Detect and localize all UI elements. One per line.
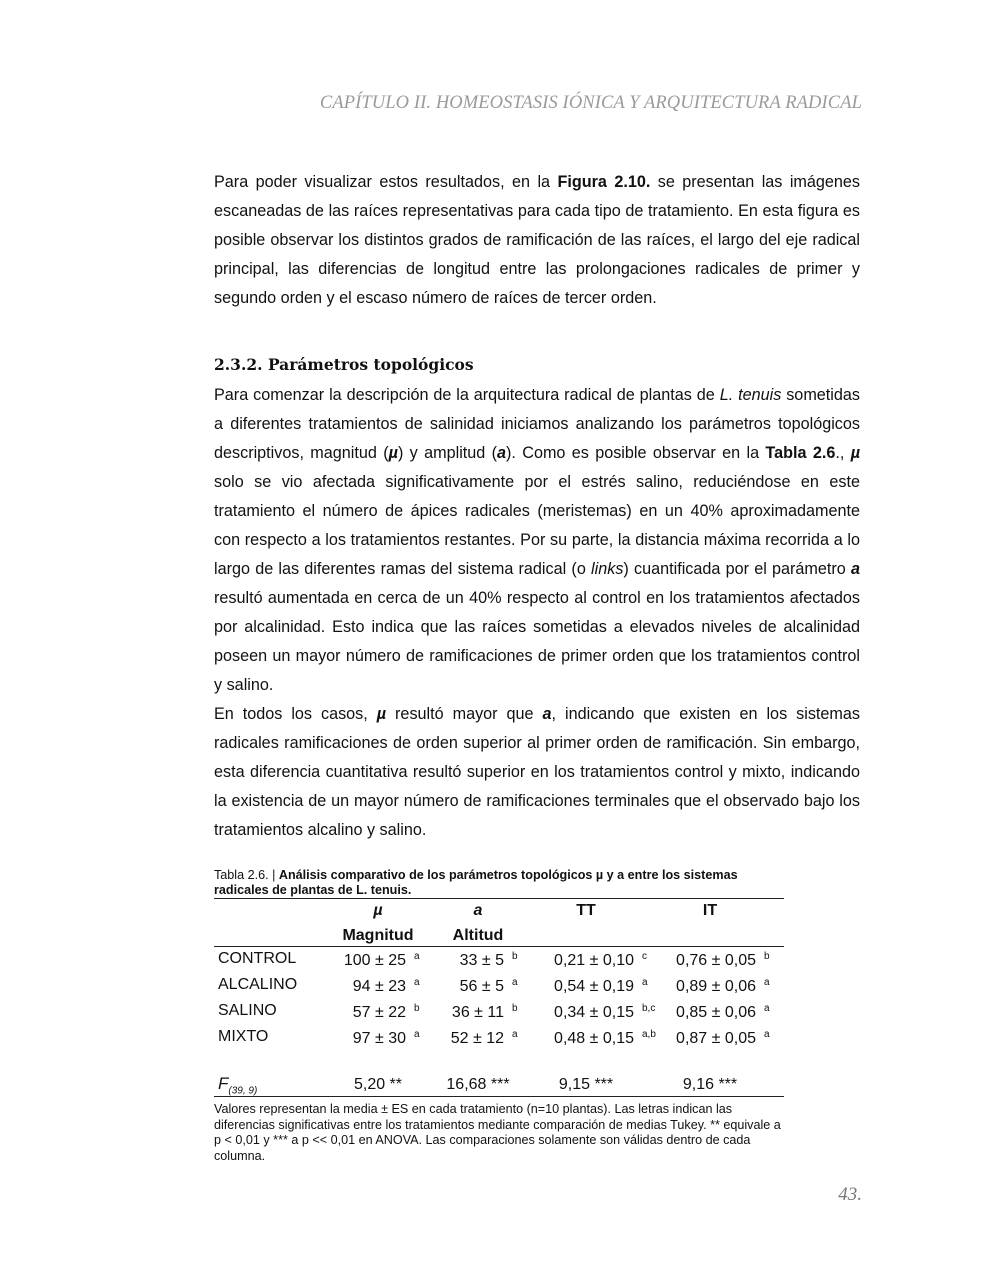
significance-letter: a bbox=[764, 1029, 770, 1040]
text-run: a bbox=[850, 560, 860, 578]
text-run: µ bbox=[850, 444, 861, 462]
table-cell-tt bbox=[544, 1004, 674, 1022]
text-run: resultó aumentada en cerca de un 40% respecto al control en los tratamientos afectados por alcalinidad. Esto indica que las raíces sometidas a elevados niveles de alcalinidad poseen un mayor número de ramificaciones de primer orden que los tratamientos control y salino. bbox=[214, 589, 860, 694]
text-run: resultó mayor que bbox=[386, 705, 543, 723]
text-run: Figura 2.10. bbox=[557, 173, 651, 191]
significance-letter: a bbox=[512, 1029, 518, 1040]
table-bottom-rule bbox=[214, 1096, 784, 1097]
cell-value: 33 ± 5 bbox=[459, 952, 504, 969]
cell-value: 0,48 ± 0,15 bbox=[554, 1030, 634, 1047]
significance-letter: a bbox=[512, 977, 518, 988]
header-mu-label: Magnitud bbox=[342, 927, 414, 944]
f-degrees: (39, 9) bbox=[228, 1085, 258, 1097]
row-label: ALCALINO bbox=[218, 976, 298, 993]
table-cell-it bbox=[666, 952, 796, 970]
table-footnote: Valores representan la media ± ES en cada tratamiento (n=10 plantas). Las letras indican las diferencias significativas entre los tratamientos mediante comparación de medias Tukey. ** equivale a p < 0,01 y *** a p << 0,01 en ANOVA. Las comparaciones solamente son válidas dentro de cada columna. bbox=[214, 1102, 781, 1163]
significance-letter: b,c bbox=[642, 1003, 656, 1014]
table-header-rule bbox=[214, 946, 784, 947]
cell-value: 0,34 ± 0,15 bbox=[554, 1004, 634, 1021]
f-letter: F bbox=[218, 1074, 229, 1093]
paragraph-3 bbox=[214, 700, 860, 845]
header-a-label: Altitud bbox=[452, 927, 504, 944]
significance-letter: a bbox=[414, 977, 420, 988]
row-label: SALINO bbox=[218, 1002, 277, 1019]
table-cell-mu bbox=[336, 952, 446, 970]
significance-letter: a,b bbox=[642, 1029, 656, 1040]
text-run: se presentan las imágenes escaneadas de las raíces representativas para cada tipo de tratamiento. En esta figura es posible observar los distintos grados de ramificación de las raíces, el largo del eje radical principal, las diferencias de longitud entre las prolongaciones radicales de primer y segundo orden y el escaso número de raíces de tercer orden. bbox=[214, 173, 861, 307]
header-it: IT bbox=[702, 902, 718, 919]
cell-value: 0,54 ± 0,19 bbox=[554, 978, 634, 995]
significance-letter: a bbox=[642, 977, 648, 988]
row-label: CONTROL bbox=[218, 950, 297, 967]
table-cell-a bbox=[444, 952, 544, 970]
text-run: solo se vio afectada significativamente por el estrés salino, reduciéndose en este tratamiento el número de ápices radicales (meristemas) en un 40% aproximadamente con respecto a los tratamientos restantes. Por su parte, la distancia máxima recorrida a lo largo de las diferentes ramas del sistema radical (o bbox=[214, 473, 860, 578]
table-cell-tt bbox=[544, 978, 674, 996]
header-tt: TT bbox=[576, 902, 596, 919]
text-run: sometidas a diferentes tratamientos de salinidad iniciamos analizando los parámetros topológicos descriptivos, magnitud ( bbox=[214, 386, 860, 462]
f-value-mu: 5,20 ** bbox=[353, 1076, 403, 1093]
table-cell-a bbox=[444, 1030, 544, 1048]
cell-value: 0,87 ± 0,05 bbox=[676, 1030, 756, 1047]
table-cell-mu bbox=[336, 978, 446, 996]
caption-title: Análisis comparativo de los parámetros topológicos µ y a entre los sistemas radicales de plantas de L. tenuis. bbox=[214, 868, 738, 897]
f-statistic-label bbox=[218, 1074, 257, 1096]
table-top-rule bbox=[214, 898, 784, 899]
section-heading: 2.3.2. Parámetros topológicos bbox=[214, 355, 474, 374]
cell-value: 56 ± 5 bbox=[459, 978, 504, 995]
significance-letter: b bbox=[512, 951, 518, 962]
text-run: Tabla 2.6 bbox=[765, 444, 836, 462]
f-value-it: 9,16 *** bbox=[682, 1076, 738, 1093]
cell-value: 52 ± 12 bbox=[450, 1030, 504, 1047]
text-run: L. tenuis bbox=[719, 386, 782, 404]
table-cell-it bbox=[666, 1004, 796, 1022]
cell-value: 36 ± 11 bbox=[451, 1004, 504, 1021]
page-number: 43. bbox=[838, 1184, 862, 1205]
table-cell-tt bbox=[544, 952, 674, 970]
main-content bbox=[214, 168, 860, 845]
table-cell-it bbox=[666, 978, 796, 996]
text-run: a bbox=[542, 705, 552, 723]
cell-value: 57 ± 22 bbox=[352, 1004, 406, 1021]
cell-value: 100 ± 25 bbox=[343, 952, 406, 969]
text-run: µ bbox=[376, 705, 387, 723]
paragraph-1 bbox=[214, 168, 860, 313]
cell-value: 0,76 ± 0,05 bbox=[676, 952, 756, 969]
f-value-a: 16,68 *** bbox=[446, 1076, 510, 1093]
text-run: ) cuantificada por el parámetro bbox=[623, 560, 851, 578]
table-cell-a bbox=[444, 1004, 544, 1022]
significance-letter: b bbox=[512, 1003, 518, 1014]
cell-value: 0,85 ± 0,06 bbox=[676, 1004, 756, 1021]
text-run: ., bbox=[835, 444, 851, 462]
header-mu-symbol: µ bbox=[373, 902, 383, 919]
cell-value: 94 ± 23 bbox=[352, 978, 406, 995]
header-a-symbol: a bbox=[473, 902, 483, 919]
text-run: Para comenzar la descripción de la arquitectura radical de plantas de bbox=[214, 386, 720, 404]
table-cell-mu bbox=[336, 1030, 446, 1048]
row-label: MIXTO bbox=[218, 1028, 269, 1045]
table-cell-it bbox=[666, 1030, 796, 1048]
text-run: En todos los casos, bbox=[214, 705, 377, 723]
f-value-tt: 9,15 *** bbox=[558, 1076, 614, 1093]
text-run: Para poder visualizar estos resultados, en la bbox=[214, 173, 558, 191]
significance-letter: c bbox=[642, 951, 647, 962]
significance-letter: a bbox=[414, 951, 420, 962]
significance-letter: b bbox=[414, 1003, 420, 1014]
paragraph-2 bbox=[214, 381, 860, 700]
significance-letter: a bbox=[414, 1029, 420, 1040]
running-header: CAPÍTULO II. HOMEOSTASIS IÓNICA Y ARQUITECTURA RADICAL bbox=[319, 93, 862, 113]
significance-letter: a bbox=[764, 1003, 770, 1014]
cell-value: 0,89 ± 0,06 bbox=[676, 978, 756, 995]
caption-lead: Tabla 2.6. | bbox=[214, 868, 279, 882]
table-cell-mu bbox=[336, 1004, 446, 1022]
significance-letter: b bbox=[764, 951, 770, 962]
text-run: , indicando que existen en los sistemas radicales ramificaciones de orden superior al primer orden de ramificación. Sin embargo, esta diferencia cuantitativa resultó superior en los tratamientos control y mixto, indicando la existencia de un mayor número de ramificaciones terminales que el observado bajo los tratamientos alcalino y salino. bbox=[214, 705, 860, 839]
table-caption bbox=[214, 868, 786, 898]
text-run: ). Como es posible observar en la bbox=[506, 444, 766, 462]
text-run: links bbox=[591, 560, 624, 578]
table-cell-tt bbox=[544, 1030, 674, 1048]
cell-value: 97 ± 30 bbox=[352, 1030, 406, 1047]
text-run: a bbox=[497, 444, 507, 462]
text-run: µ bbox=[388, 444, 398, 462]
significance-letter: a bbox=[764, 977, 770, 988]
text-run: ) y amplitud ( bbox=[397, 444, 498, 462]
cell-value: 0,21 ± 0,10 bbox=[554, 952, 634, 969]
table-cell-a bbox=[444, 978, 544, 996]
